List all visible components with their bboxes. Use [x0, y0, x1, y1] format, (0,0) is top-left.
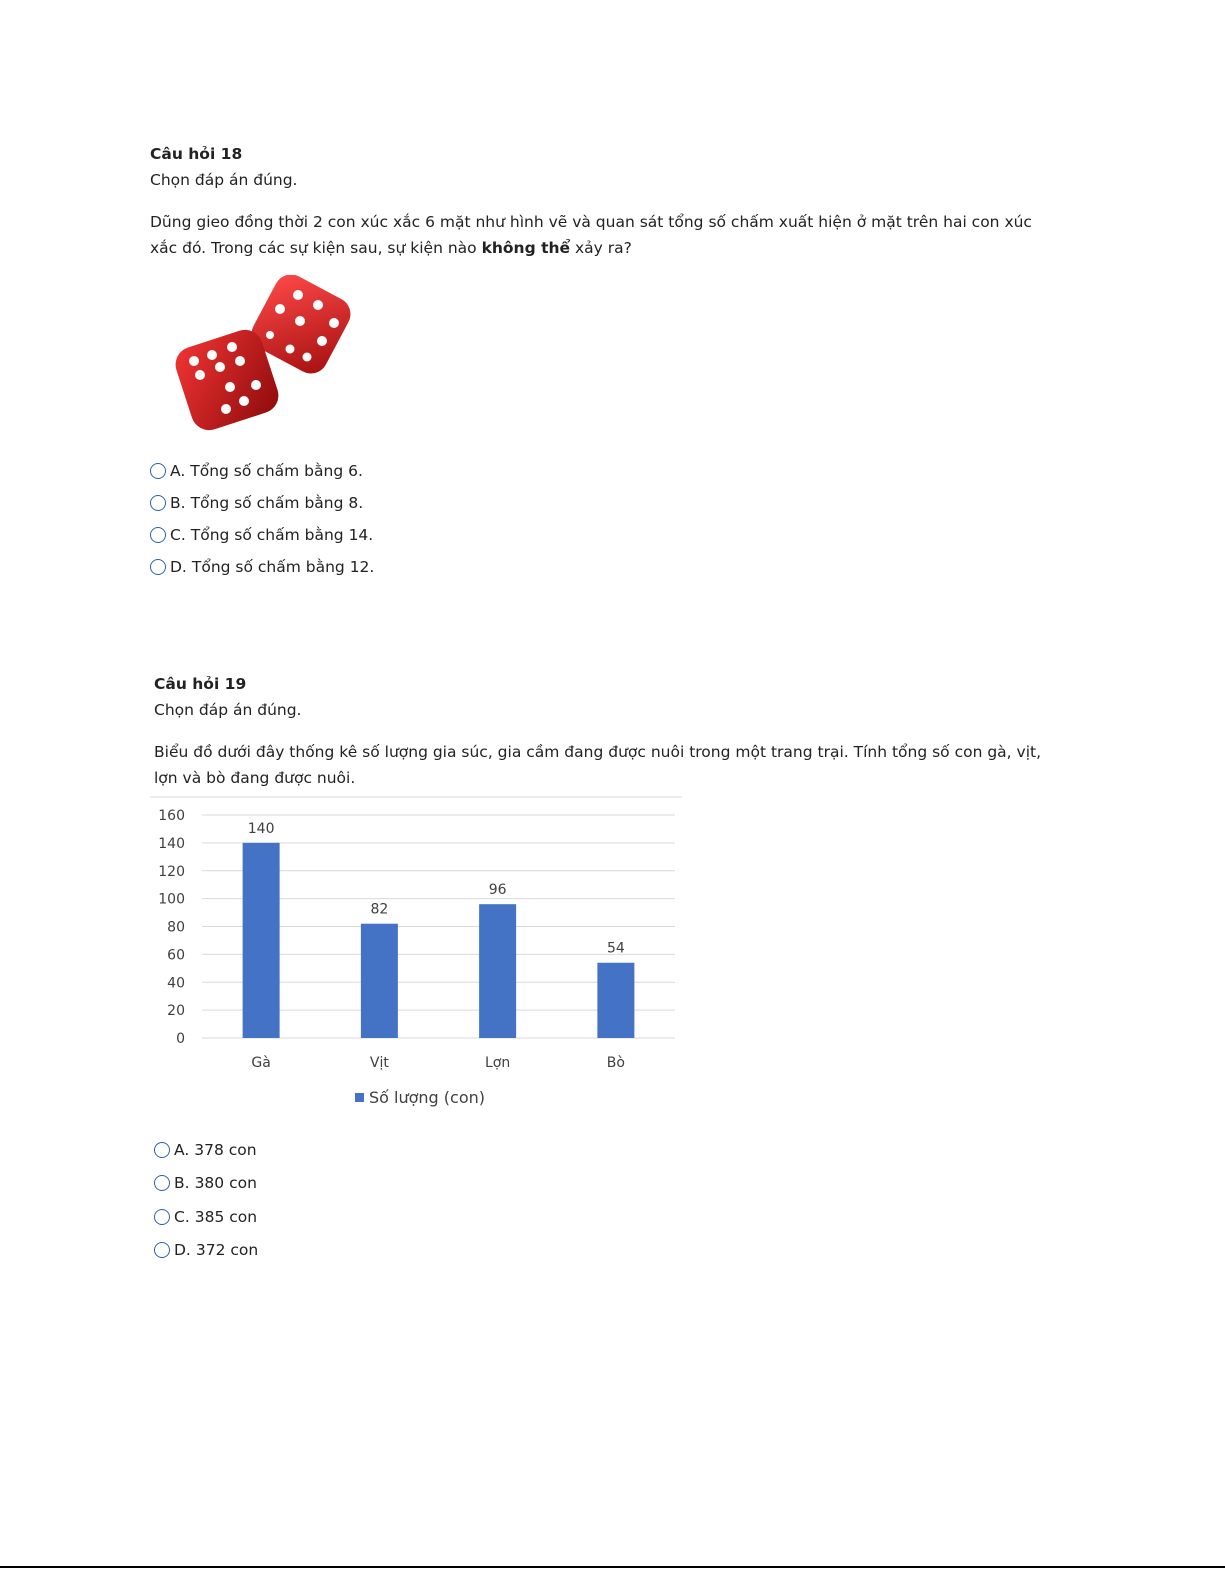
question-19	[154, 671, 1059, 791]
dice-image	[170, 275, 360, 435]
x-tick-label: Gà	[251, 1055, 271, 1071]
radio-button[interactable]	[154, 1242, 170, 1258]
option-b[interactable]	[150, 487, 374, 519]
data-label: 54	[606, 940, 625, 957]
chart-data-labels	[248, 821, 625, 957]
y-tick-label: 120	[158, 863, 185, 880]
option-text: 378 con	[194, 1140, 257, 1159]
option-text: Tổng số chấm bằng 6.	[190, 462, 363, 480]
option-letter: B.	[170, 494, 186, 512]
radio-button[interactable]	[150, 527, 166, 543]
y-tick-label: 60	[167, 947, 185, 964]
option-letter: D.	[174, 1241, 191, 1260]
answer-options-q18	[150, 455, 374, 583]
radio-button[interactable]	[154, 1209, 170, 1225]
option-text: Tổng số chấm bằng 12.	[191, 558, 375, 576]
question-title: Câu hỏi 19	[154, 675, 247, 693]
page-bottom-rule	[0, 1566, 1225, 1568]
data-label: 96	[488, 882, 507, 899]
option-letter: D.	[170, 558, 187, 576]
question-18	[150, 141, 1055, 261]
y-tick-label: 160	[158, 808, 185, 824]
radio-button[interactable]	[150, 463, 166, 479]
chart-legend	[355, 1088, 485, 1107]
radio-button[interactable]	[150, 495, 166, 511]
radio-button[interactable]	[154, 1175, 170, 1191]
bar-3	[479, 904, 516, 1038]
chart-y-axis	[158, 808, 185, 1047]
bar-4	[597, 963, 634, 1038]
radio-button[interactable]	[154, 1142, 170, 1158]
option-text: 380 con	[194, 1174, 257, 1193]
bar-chart	[150, 795, 685, 1115]
y-tick-label: 140	[158, 835, 185, 852]
option-letter: C.	[174, 1207, 190, 1226]
data-label: 82	[370, 901, 389, 918]
chart-bars	[243, 843, 635, 1038]
option-d[interactable]	[154, 1234, 258, 1268]
question-text-emphasis: không thể	[481, 239, 571, 257]
bar-2	[361, 924, 398, 1038]
option-letter: A.	[170, 462, 186, 480]
chart-x-axis	[251, 1055, 625, 1071]
x-tick-label: Lợn	[485, 1055, 511, 1071]
answer-options-q19	[154, 1133, 258, 1267]
y-tick-label: 80	[167, 919, 185, 936]
y-tick-label: 0	[176, 1031, 185, 1047]
option-text: 385 con	[194, 1207, 258, 1226]
x-tick-label: Vịt	[369, 1055, 389, 1071]
legend-label: Số lượng (con)	[369, 1088, 485, 1107]
data-label: 140	[247, 820, 275, 837]
option-a[interactable]	[154, 1133, 258, 1167]
option-c[interactable]	[154, 1200, 258, 1234]
option-c[interactable]	[150, 519, 374, 551]
option-a[interactable]	[150, 455, 374, 487]
bar-1	[243, 843, 280, 1038]
option-letter: C.	[170, 526, 186, 544]
question-text	[150, 209, 1055, 261]
radio-button[interactable]	[150, 559, 166, 575]
question-instruction: Chọn đáp án đúng.	[154, 701, 302, 719]
question-text-part2: xảy ra?	[570, 239, 632, 257]
option-letter: A.	[174, 1140, 190, 1159]
y-tick-label: 100	[158, 891, 185, 908]
x-tick-label: Bò	[606, 1055, 625, 1071]
option-b[interactable]	[154, 1167, 258, 1201]
question-title: Câu hỏi 18	[150, 145, 243, 163]
option-text: Tổng số chấm bằng 14.	[190, 526, 374, 544]
legend-swatch	[355, 1093, 364, 1102]
y-tick-label: 20	[167, 1003, 185, 1020]
y-tick-label: 40	[167, 975, 185, 992]
option-letter: B.	[174, 1174, 190, 1193]
option-d[interactable]	[150, 551, 374, 583]
option-text: 372 con	[195, 1241, 259, 1260]
question-text: Biểu đồ dưới đây thống kê số lượng gia súc, gia cầm đang được nuôi trong một trang trại. Tính tổng số con gà, vịt, lợn và bò đang được nuôi.	[154, 743, 1042, 787]
question-instruction: Chọn đáp án đúng.	[150, 171, 298, 189]
question-text-part1: Dũng gieo đồng thời 2 con xúc xắc 6 mặt như hình vẽ và quan sát tổng số chấm xuất hiện ở mặt trên hai con xúc xắc đó. Trong các sự kiện sau, sự kiện nào	[150, 213, 1032, 257]
option-text: Tổng số chấm bằng 8.	[190, 494, 364, 512]
